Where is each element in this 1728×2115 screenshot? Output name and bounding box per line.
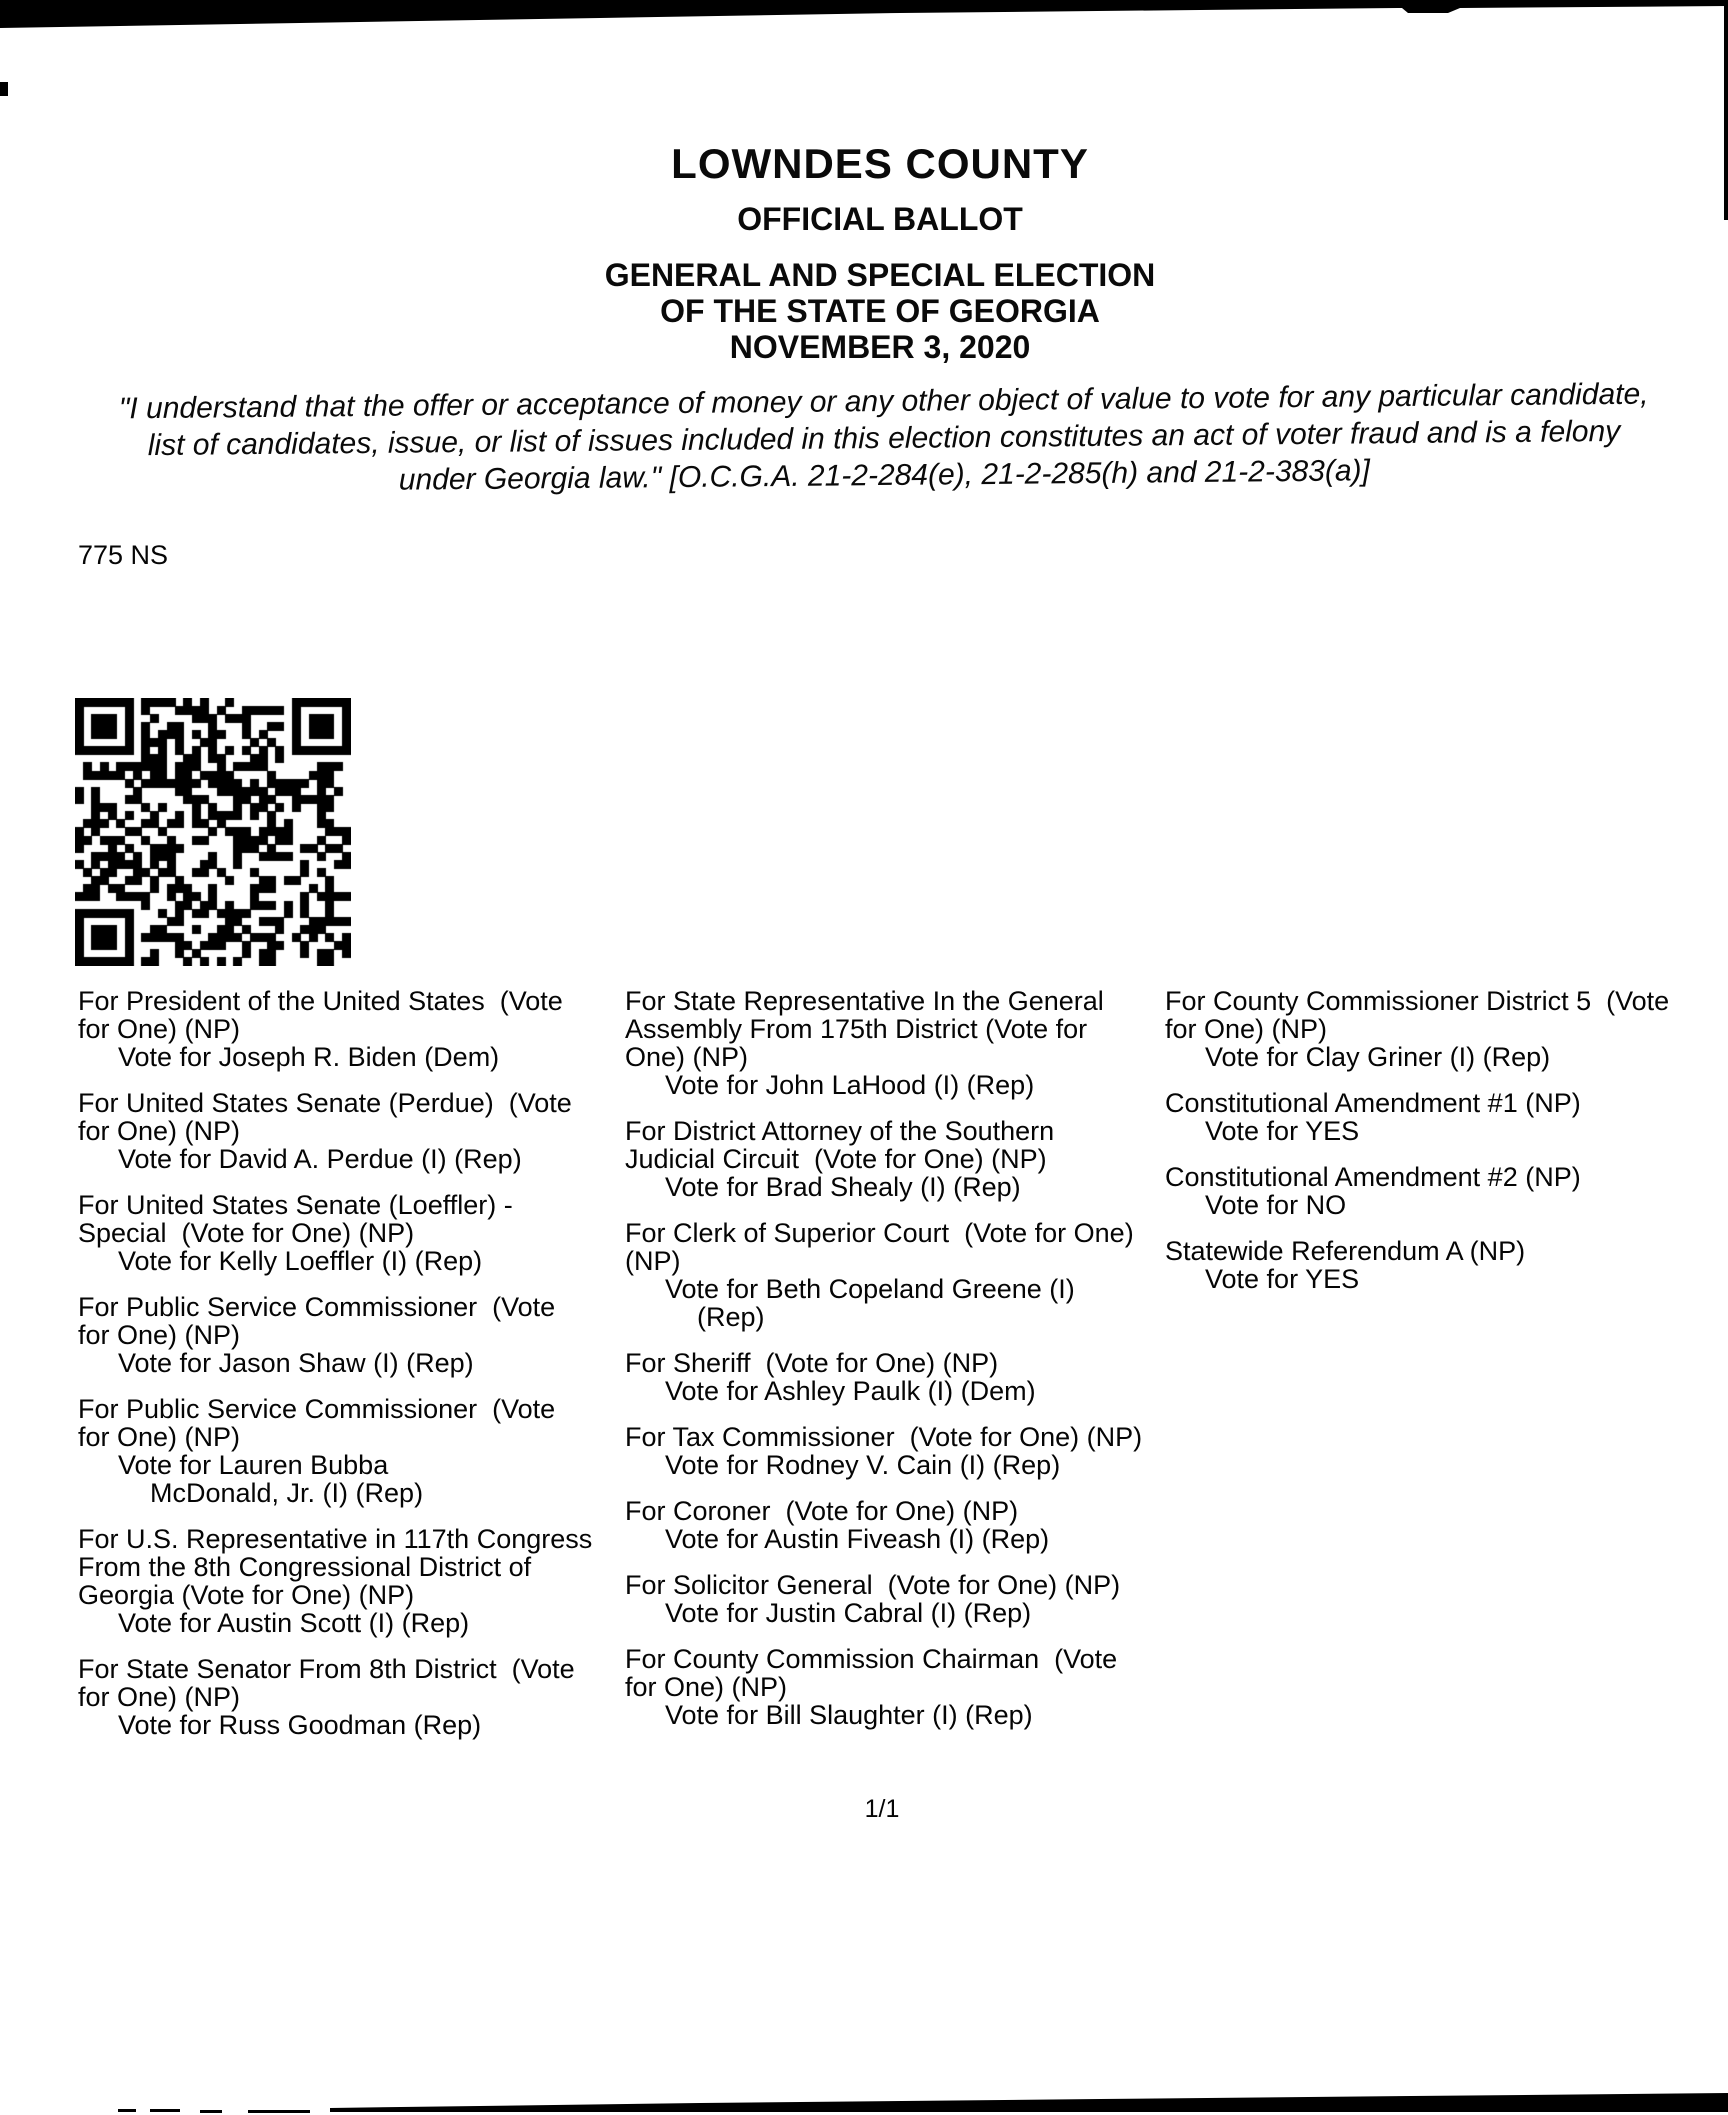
- race-title-line: Assembly From 175th District (Vote for: [625, 1014, 1088, 1044]
- race: [625, 1645, 1142, 1729]
- race-title-line: One) (NP): [625, 1042, 749, 1072]
- race-title-line: For Solicitor General (Vote for One) (NP): [625, 1570, 1121, 1600]
- race-title-line: For County Commissioner District 5 (Vote: [1165, 986, 1670, 1016]
- race-vote-line: Vote for Rodney V. Cain (I) (Rep): [665, 1450, 1061, 1480]
- qr-code: [75, 698, 351, 966]
- race: [78, 1395, 592, 1507]
- race-vote-line: Vote for Austin Scott (I) (Rep): [118, 1608, 470, 1638]
- race: [78, 1655, 592, 1739]
- race: [1165, 987, 1669, 1071]
- race-title-line: For District Attorney of the Southern: [625, 1116, 1055, 1146]
- election-title-line1: GENERAL AND SPECIAL ELECTION: [604, 257, 1156, 293]
- race-title-line: for One) (NP): [78, 1320, 241, 1350]
- race: [625, 1423, 1142, 1479]
- ballot-style-code: 775 NS: [78, 540, 169, 570]
- race-vote-line: McDonald, Jr. (I) (Rep): [150, 1478, 424, 1508]
- race-title-line: For President of the United States (Vote: [78, 986, 563, 1016]
- race-title-line: for One) (NP): [78, 1116, 241, 1146]
- race-title-line: Special (Vote for One) (NP): [78, 1218, 415, 1248]
- page-number: 1/1: [864, 1795, 900, 1823]
- race-title-line: For State Representative In the General: [625, 986, 1104, 1016]
- race-vote-line: Vote for Ashley Paulk (I) (Dem): [665, 1376, 1036, 1406]
- race: [78, 1293, 592, 1377]
- race-title-line: for One) (NP): [1165, 1014, 1328, 1044]
- ballot-column-2: [625, 987, 1142, 1747]
- election-title-line2: OF THE STATE OF GEORGIA: [660, 293, 1100, 329]
- race-vote-line: Vote for Justin Cabral (I) (Rep): [665, 1598, 1032, 1628]
- race-vote-line: Vote for NO: [1205, 1190, 1347, 1220]
- disclaimer-line: list of candidates, issue, or list of issues included in this election constitutes an act of voter fraud and is a felony: [147, 414, 1621, 463]
- disclaimer-line: "I understand that the offer or acceptance of money or any other object of value to vote for any particular candidate,: [118, 377, 1649, 426]
- race-title-line: For U.S. Representative in 117th Congress: [78, 1524, 593, 1554]
- scan-artifact-bottom-line: [330, 2093, 1728, 2112]
- race-title-line: Constitutional Amendment #1 (NP): [1165, 1088, 1581, 1118]
- race-title-line: for One) (NP): [78, 1682, 241, 1712]
- race-title-line: For United States Senate (Perdue) (Vote: [78, 1088, 572, 1118]
- race-vote-line: Vote for John LaHood (I) (Rep): [665, 1070, 1035, 1100]
- scan-artifact-top-band: [0, 0, 1728, 28]
- race-vote-line: Vote for Austin Fiveash (I) (Rep): [665, 1524, 1050, 1554]
- race-vote-line: Vote for Lauren Bubba: [118, 1450, 389, 1480]
- ballot-column-3: [1165, 987, 1669, 1311]
- race-title-line: Statewide Referendum A (NP): [1165, 1236, 1526, 1266]
- race: [1165, 1089, 1669, 1145]
- race-vote-line: Vote for Clay Griner (I) (Rep): [1205, 1042, 1551, 1072]
- race-vote-line: Vote for Joseph R. Biden (Dem): [118, 1042, 500, 1072]
- race-title-line: For United States Senate (Loeffler) -: [78, 1190, 513, 1220]
- county-title: LOWNDES COUNTY: [671, 140, 1089, 187]
- race: [625, 1117, 1142, 1201]
- race-vote-line: Vote for Russ Goodman (Rep): [118, 1710, 482, 1740]
- race-vote-line: Vote for Brad Shealy (I) (Rep): [665, 1172, 1021, 1202]
- race-title-line: For State Senator From 8th District (Vote: [78, 1654, 575, 1684]
- race-title-line: For Coroner (Vote for One) (NP): [625, 1496, 1019, 1526]
- race: [78, 1089, 592, 1173]
- race-title-line: For Public Service Commissioner (Vote: [78, 1292, 556, 1322]
- race-title-line: For Clerk of Superior Court (Vote for One): [625, 1218, 1134, 1248]
- race-title-line: Georgia (Vote for One) (NP): [78, 1580, 415, 1610]
- race-title-line: for One) (NP): [625, 1672, 788, 1702]
- race: [78, 1191, 592, 1275]
- race-title-line: Judicial Circuit (Vote for One) (NP): [625, 1144, 1047, 1174]
- race-vote-line: Vote for Bill Slaughter (I) (Rep): [665, 1700, 1033, 1730]
- race: [78, 987, 592, 1071]
- race: [625, 1571, 1142, 1627]
- race: [78, 1525, 592, 1637]
- race-vote-line: Vote for YES: [1205, 1264, 1360, 1294]
- race-vote-line: Vote for Beth Copeland Greene (I): [665, 1274, 1075, 1304]
- race-title-line: For Tax Commissioner (Vote for One) (NP): [625, 1422, 1143, 1452]
- race-vote-line: Vote for Jason Shaw (I) (Rep): [118, 1348, 474, 1378]
- race-vote-line: Vote for YES: [1205, 1116, 1360, 1146]
- race: [625, 1497, 1142, 1553]
- ballot-title: OFFICIAL BALLOT: [737, 201, 1023, 237]
- election-date: NOVEMBER 3, 2020: [729, 329, 1031, 365]
- race-vote-line: Vote for Kelly Loeffler (I) (Rep): [118, 1246, 483, 1276]
- race: [1165, 1237, 1669, 1293]
- race-vote-line: Vote for David A. Perdue (I) (Rep): [118, 1144, 522, 1174]
- race-title-line: For County Commission Chairman (Vote: [625, 1644, 1118, 1674]
- race: [625, 1219, 1142, 1331]
- ballot-column-1: [78, 987, 592, 1757]
- disclaimer-line: under Georgia law." [O.C.G.A. 21-2-284(e), 21-2-285(h) and 21-2-383(a)]: [398, 454, 1371, 497]
- race-title-line: For Public Service Commissioner (Vote: [78, 1394, 556, 1424]
- race-title-line: Constitutional Amendment #2 (NP): [1165, 1162, 1581, 1192]
- race: [625, 987, 1142, 1099]
- race-vote-line: (Rep): [697, 1302, 765, 1332]
- race-title-line: for One) (NP): [78, 1014, 241, 1044]
- race-title-line: for One) (NP): [78, 1422, 241, 1452]
- race: [625, 1349, 1142, 1405]
- race-title-line: (NP): [625, 1246, 681, 1276]
- fraud-disclaimer: [40, 375, 1728, 502]
- race-title-line: From the 8th Congressional District of: [78, 1552, 532, 1582]
- race: [1165, 1163, 1669, 1219]
- scan-artifact-left-notch: [0, 82, 8, 96]
- race-title-line: For Sheriff (Vote for One) (NP): [625, 1348, 999, 1378]
